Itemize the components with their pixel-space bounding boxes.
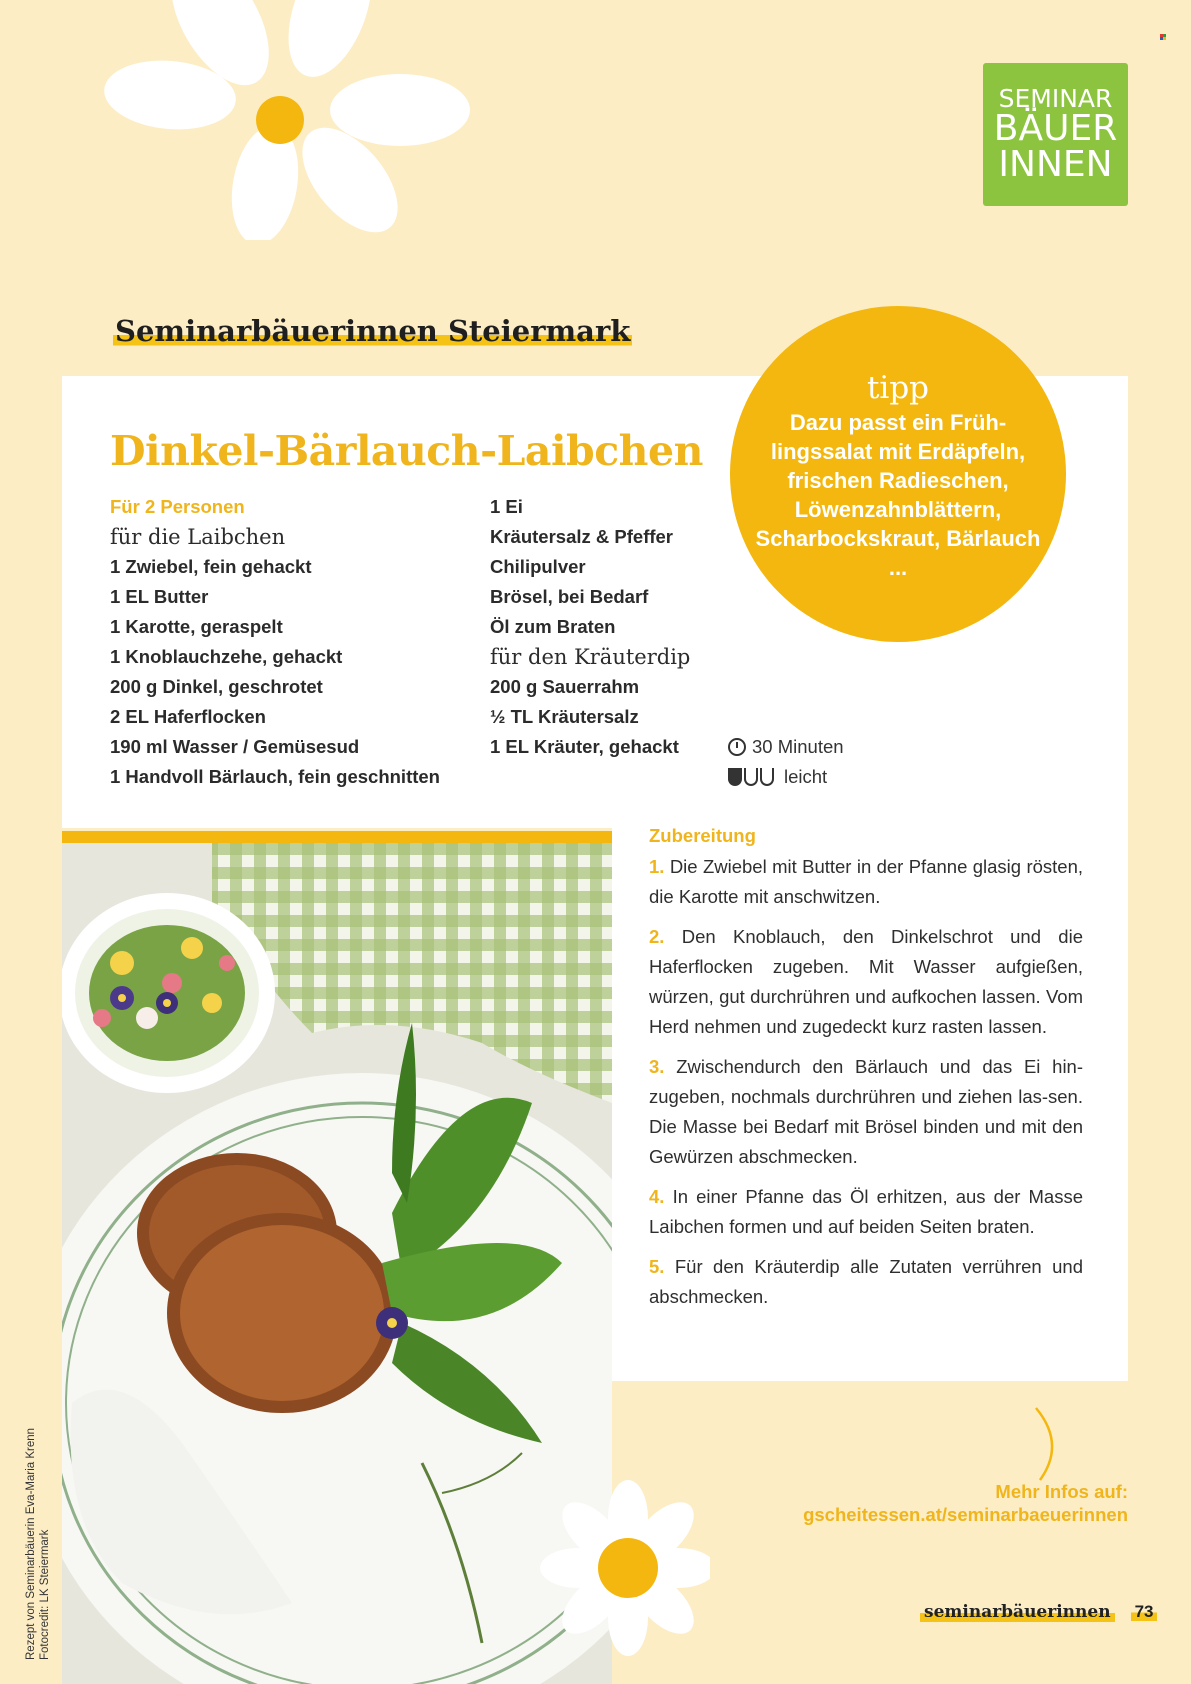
credit-recipe: Rezept von Seminarbäuerin Eva-Maria Krenn — [25, 1427, 37, 1660]
dip-ingredient-item: ½ TL Kräutersalz — [490, 706, 639, 727]
step-number: 2. — [649, 926, 665, 947]
step-text: In einer Pfanne das Öl erhitzen, aus der Masse Laibchen formen und auf beiden Seiten braten. — [649, 1186, 1083, 1237]
preparation-step — [649, 922, 1083, 1042]
color-mark-icon — [1160, 34, 1166, 40]
preparation-step — [649, 1052, 1083, 1172]
preparation-step — [649, 1252, 1083, 1312]
page-footer — [920, 1602, 1157, 1622]
dip-ingredient-item: 200 g Sauerrahm — [490, 676, 640, 697]
ingredients-column-1 — [110, 492, 490, 792]
step-number: 5. — [649, 1256, 665, 1277]
difficulty-cup-empty-icon — [760, 768, 774, 786]
servings-label: Für 2 Personen — [110, 496, 245, 517]
footer-brand: seminarbäuerinnen — [920, 1602, 1115, 1622]
preparation-step — [649, 1182, 1083, 1242]
ingredient-item: Öl zum Braten — [490, 616, 616, 637]
recipe-title: Dinkel-Bärlauch-Laibchen — [110, 427, 703, 475]
ingredient-item: Chilipulver — [490, 556, 586, 577]
page-number: 73 — [1131, 1602, 1158, 1621]
logo-text-line3: INNEN — [998, 144, 1113, 185]
clock-icon — [728, 738, 746, 756]
ingredient-item: 1 Zwiebel, fein gehackt — [110, 556, 312, 577]
more-info-link[interactable]: gscheitessen.at/seminarbaeuerinnen — [803, 1504, 1128, 1525]
step-number: 3. — [649, 1056, 665, 1077]
ingredient-item: 1 Karotte, geraspelt — [110, 616, 283, 637]
arc-decoration — [1032, 1406, 1066, 1482]
step-number: 1. — [649, 856, 665, 877]
ingredient-item: 2 EL Haferflocken — [110, 706, 266, 727]
preparation-steps — [649, 852, 1083, 1322]
recipe-meta — [728, 732, 844, 792]
tipp-text: Dazu passt ein Früh-lingssalat mit Erdäpfeln, frischen Radieschen, Löwenzahnblättern, Scharbockskraut, Bärlauch ... — [755, 410, 1041, 580]
ingredient-item: 1 Knoblauchzehe, gehackt — [110, 646, 343, 667]
daisy-flower-decoration-small — [530, 1478, 710, 1658]
ingredient-item: Kräutersalz & Pfeffer — [490, 526, 674, 547]
logo-text-line1: SEMINAR — [998, 84, 1113, 113]
photo-credit — [24, 1428, 52, 1660]
ingredients-column-2 — [490, 492, 720, 762]
laibchen-heading: für die Laibchen — [110, 525, 286, 549]
more-info-label: Mehr Infos auf: — [995, 1481, 1128, 1502]
step-text: Zwischendurch den Bärlauch und das Ei hin-zugeben, nochmals durchrühren und ziehen las-sen. Die Masse bei Bedarf mit Brösel binden und mit den Gewürzen abschmecken. — [649, 1056, 1084, 1167]
preparation-title: Zubereitung — [649, 825, 756, 846]
difficulty-cup-empty-icon — [744, 768, 758, 786]
ingredient-item: 1 EL Butter — [110, 586, 209, 607]
ingredient-item: Brösel, bei Bedarf — [490, 586, 649, 607]
tipp-title: tipp — [866, 370, 930, 406]
logo-text-line2: BÄUER — [993, 108, 1118, 149]
photo-accent-bar — [62, 831, 612, 843]
difficulty-cups-icon — [728, 768, 776, 786]
ingredient-item: 200 g Dinkel, geschrotet — [110, 676, 323, 697]
tipp-bubble — [730, 306, 1066, 642]
credit-photo: Fotocredit: LK Steiermark — [39, 1529, 51, 1660]
more-info — [803, 1480, 1128, 1526]
step-number: 4. — [649, 1186, 665, 1207]
prep-time: 30 Minuten — [752, 736, 844, 757]
ingredient-item: 190 ml Wasser / Gemüsesud — [110, 736, 360, 757]
step-text: Den Knoblauch, den Dinkelschrot und die Haferflocken zugeben. Mit Wasser aufgießen, würzen, gut durchrühren und aufkochen lassen. Vom Herd nehmen und zugedeckt kurz rasten lassen. — [649, 926, 1083, 1037]
dip-ingredient-item: 1 EL Kräuter, gehackt — [490, 736, 679, 757]
ingredient-item: 1 Ei — [490, 496, 523, 517]
daisy-flower-decoration — [100, 0, 480, 240]
step-text: Die Zwiebel mit Butter in der Pfanne glasig rösten, die Karotte mit anschwitzen. — [649, 856, 1083, 907]
dip-heading: für den Kräuterdip — [490, 645, 691, 669]
difficulty-cup-filled-icon — [728, 768, 742, 786]
preparation-step — [649, 852, 1083, 912]
step-text: Für den Kräuterdip alle Zutaten verrühren und abschmecken. — [649, 1256, 1084, 1307]
ingredient-item: 1 Handvoll Bärlauch, fein geschnitten — [110, 766, 440, 787]
section-heading: Seminarbäuerinnen Steiermark — [115, 314, 631, 348]
brand-logo — [983, 63, 1128, 206]
difficulty-label: leicht — [784, 766, 828, 787]
